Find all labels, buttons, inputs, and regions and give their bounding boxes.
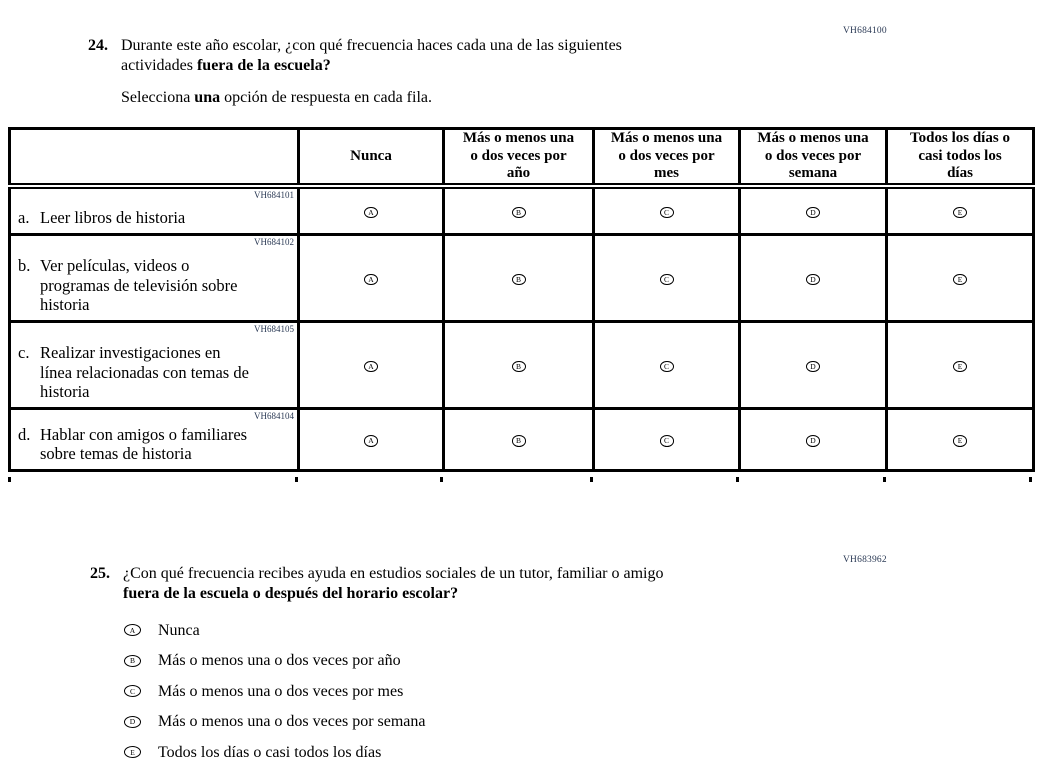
q25-text-line1: ¿Con qué frecuencia recibes ayuda en estudios sociales de un tutor, familiar o amigo (123, 565, 664, 582)
q24-row-d-option-E-bubble[interactable]: E (953, 435, 967, 447)
row-c-cell-mes (594, 321, 740, 408)
q25-option-c-label: Más o menos una o dos veces por mes (158, 682, 404, 700)
q25-number: 25. (90, 565, 110, 582)
q24-text (121, 36, 622, 108)
q25-option-a-bubble[interactable]: A (124, 624, 141, 636)
q25-option-c-bubble[interactable]: C (124, 685, 141, 697)
q24-row-c-option-B-bubble[interactable]: B (512, 361, 526, 373)
q24-text-line2: actividades fuera de la escuela? (121, 57, 331, 74)
q25-option-d-bubble[interactable]: D (124, 716, 141, 728)
row-a-label: a. Leer libros de historia (18, 208, 186, 227)
q24-answer-table (8, 127, 1035, 472)
q25-option-e-label: Todos los días o casi todos los días (158, 743, 382, 761)
row-d-item-code: VH684104 (254, 410, 294, 421)
row-c-cell-nunca (299, 321, 444, 408)
table-cutoff-stub (440, 477, 443, 482)
q25-text-line2: fuera de la escuela o después del horario escolar? (123, 585, 459, 602)
q24-row-c-option-A-bubble[interactable]: A (364, 361, 378, 373)
q24-row-d-option-B-bubble[interactable]: B (512, 435, 526, 447)
q24-row-c-option-C-bubble[interactable]: C (660, 361, 674, 373)
row-a-cell-semana (740, 186, 887, 235)
q24-number: 24. (88, 37, 108, 54)
row-c-cell-dias (887, 321, 1034, 408)
row-c-cell-semana (740, 321, 887, 408)
row-c-label: c. Realizar investigaciones en línea relacionadas con temas de historia (18, 343, 249, 401)
question-24 (88, 36, 768, 108)
q25-option-c (124, 676, 426, 707)
row-b-cell-mes (594, 234, 740, 321)
q24-row-b-option-B-bubble[interactable]: B (512, 274, 526, 286)
q25-option-d (124, 707, 426, 738)
col-header-una-dos-veces-mes: Más o menos una o dos veces por mes (594, 129, 740, 186)
row-c-item-code: VH684105 (254, 323, 294, 334)
q24-row-a-option-D-bubble[interactable]: D (806, 207, 820, 219)
table-row-b (10, 234, 1034, 321)
col-header-nunca: Nunca (299, 129, 444, 186)
table-corner-cell (10, 129, 299, 186)
q25-item-code: VH683962 (843, 555, 887, 565)
q24-item-code: VH684100 (843, 26, 887, 36)
table-cutoff-stub (8, 477, 11, 482)
q24-row-c-option-E-bubble[interactable]: E (953, 361, 967, 373)
table-header-row (10, 129, 1034, 186)
row-d-cell-mes (594, 408, 740, 470)
q24-row-a-option-E-bubble[interactable]: E (953, 207, 967, 219)
q24-row-a-option-C-bubble[interactable]: C (660, 207, 674, 219)
q25-text (123, 564, 664, 604)
q25-option-b (124, 646, 426, 677)
q24-row-b-option-A-bubble[interactable]: A (364, 274, 378, 286)
row-a-item-code: VH684101 (254, 189, 294, 200)
row-a-cell-ano (444, 186, 594, 235)
q25-option-e-bubble[interactable]: E (124, 746, 141, 758)
row-d-cell-semana (740, 408, 887, 470)
q24-row-d-option-C-bubble[interactable]: C (660, 435, 674, 447)
row-d-cell-ano (444, 408, 594, 470)
question-25 (90, 564, 810, 604)
table-row-c (10, 321, 1034, 408)
q24-row-d-option-A-bubble[interactable]: A (364, 435, 378, 447)
q24-text-line1: Durante este año escolar, ¿con qué frecuencia haces cada una de las siguientes (121, 37, 622, 54)
q24-row-c-option-D-bubble[interactable]: D (806, 361, 820, 373)
row-d-cell-nunca (299, 408, 444, 470)
q25-options-list (124, 615, 426, 766)
row-c-label-cell (10, 321, 299, 408)
row-a-cell-mes (594, 186, 740, 235)
row-b-label: b. Ver películas, videos o programas de televisión sobre historia (18, 256, 238, 314)
q25-option-b-bubble[interactable]: B (124, 655, 141, 667)
table-cutoff-stub (295, 477, 298, 482)
table-row-d (10, 408, 1034, 470)
q24-row-b-option-E-bubble[interactable]: E (953, 274, 967, 286)
q25-option-a (124, 615, 426, 646)
table-cutoff-stub (590, 477, 593, 482)
q24-row-b-option-D-bubble[interactable]: D (806, 274, 820, 286)
row-d-label-cell (10, 408, 299, 470)
row-b-cell-ano (444, 234, 594, 321)
q24-row-b-option-C-bubble[interactable]: C (660, 274, 674, 286)
row-b-cell-semana (740, 234, 887, 321)
row-b-label-cell (10, 234, 299, 321)
row-d-label: d. Hablar con amigos o familiares sobre temas de historia (18, 424, 248, 463)
table-cutoff-stub (883, 477, 886, 482)
row-a-label-cell (10, 186, 299, 235)
row-b-cell-nunca (299, 234, 444, 321)
q24-row-a-option-B-bubble[interactable]: B (512, 207, 526, 219)
q25-option-b-label: Más o menos una o dos veces por año (158, 652, 401, 670)
col-header-una-dos-veces-ano: Más o menos una o dos veces por año (444, 129, 594, 186)
row-b-item-code: VH684102 (254, 236, 294, 247)
col-header-todos-los-dias: Todos los días o casi todos los días (887, 129, 1034, 186)
q25-option-d-label: Más o menos una o dos veces por semana (158, 713, 426, 731)
col-header-una-dos-veces-semana: Más o menos una o dos veces por semana (740, 129, 887, 186)
q24-row-d-option-D-bubble[interactable]: D (806, 435, 820, 447)
q24-instruction: Selecciona una opción de respuesta en cada fila. (121, 89, 432, 106)
row-a-cell-nunca (299, 186, 444, 235)
table-row-a (10, 186, 1034, 235)
row-d-cell-dias (887, 408, 1034, 470)
q24-row-a-option-A-bubble[interactable]: A (364, 207, 378, 219)
row-b-cell-dias (887, 234, 1034, 321)
table-cutoff-stub (1029, 477, 1032, 482)
table-cutoff-stub (736, 477, 739, 482)
row-c-cell-ano (444, 321, 594, 408)
q25-option-e (124, 737, 426, 766)
row-a-cell-dias (887, 186, 1034, 235)
q25-option-a-label: Nunca (158, 621, 200, 639)
